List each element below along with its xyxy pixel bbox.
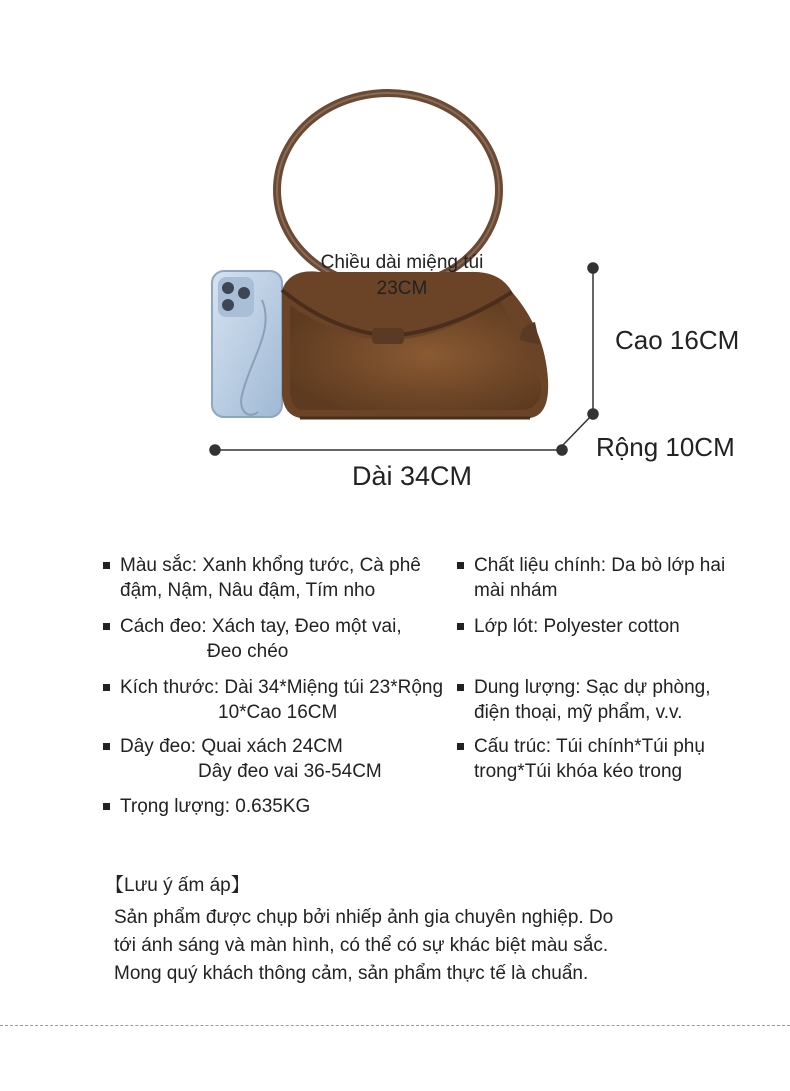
notes-line: Mong quý khách thông cảm, sản phẩm thực tế là chuẩn.	[114, 963, 589, 984]
notes-line: tới ánh sáng và màn hình, có thể có sự khác biệt màu sắc.	[114, 935, 609, 956]
bullet-icon	[103, 803, 110, 810]
mouth-label-value: 23CM	[376, 278, 428, 299]
spec-lining: Lớp lót: Polyester cotton	[474, 614, 680, 639]
notes-title: 【Lưu ý ấm áp】	[105, 875, 250, 896]
dashed-divider	[0, 1025, 790, 1026]
spec-carry: Cách đeo: Xách tay, Đeo một vai, Đeo chéo	[120, 614, 402, 664]
height-label: Cao 16CM	[615, 325, 740, 355]
product-hero	[0, 0, 790, 520]
spec-size: Kích thước: Dài 34*Miệng túi 23*Rộng 10*Cao 16CM	[120, 675, 443, 725]
bullet-icon	[103, 684, 110, 691]
length-label: Dài 34CM	[352, 461, 473, 491]
bullet-icon	[457, 562, 464, 569]
bullet-icon	[103, 743, 110, 750]
spec-capacity: Dung lượng: Sạc dự phòng, điện thoại, mỹ phẩm, v.v.	[474, 675, 711, 725]
spec-material: Chất liệu chính: Da bò lớp hai mài nhám	[474, 553, 725, 603]
spec-structure: Cấu trúc: Túi chính*Túi phụ trong*Túi khóa kéo trong	[474, 734, 705, 784]
width-label: Rộng 10CM	[596, 432, 735, 462]
bullet-icon	[103, 623, 110, 630]
bullet-icon	[103, 562, 110, 569]
spec-weight: Trọng lượng: 0.635KG	[120, 794, 310, 819]
bullet-icon	[457, 743, 464, 750]
mouth-label-text: Chiều dài miệng túi	[320, 252, 484, 273]
notes-line: Sản phẩm được chụp bởi nhiếp ảnh gia chuyên nghiệp. Do	[114, 907, 614, 928]
mouth-length-label	[312, 250, 492, 302]
spec-strap: Dây đeo: Quai xách 24CM Dây đeo vai 36-54CM	[120, 734, 382, 784]
bullet-icon	[457, 684, 464, 691]
spec-color: Màu sắc: Xanh khổng tước, Cà phê đậm, Nậm, Nâu đậm, Tím nho	[120, 553, 421, 603]
bullet-icon	[457, 623, 464, 630]
phone-icon	[212, 271, 282, 417]
notes-body	[114, 904, 634, 988]
